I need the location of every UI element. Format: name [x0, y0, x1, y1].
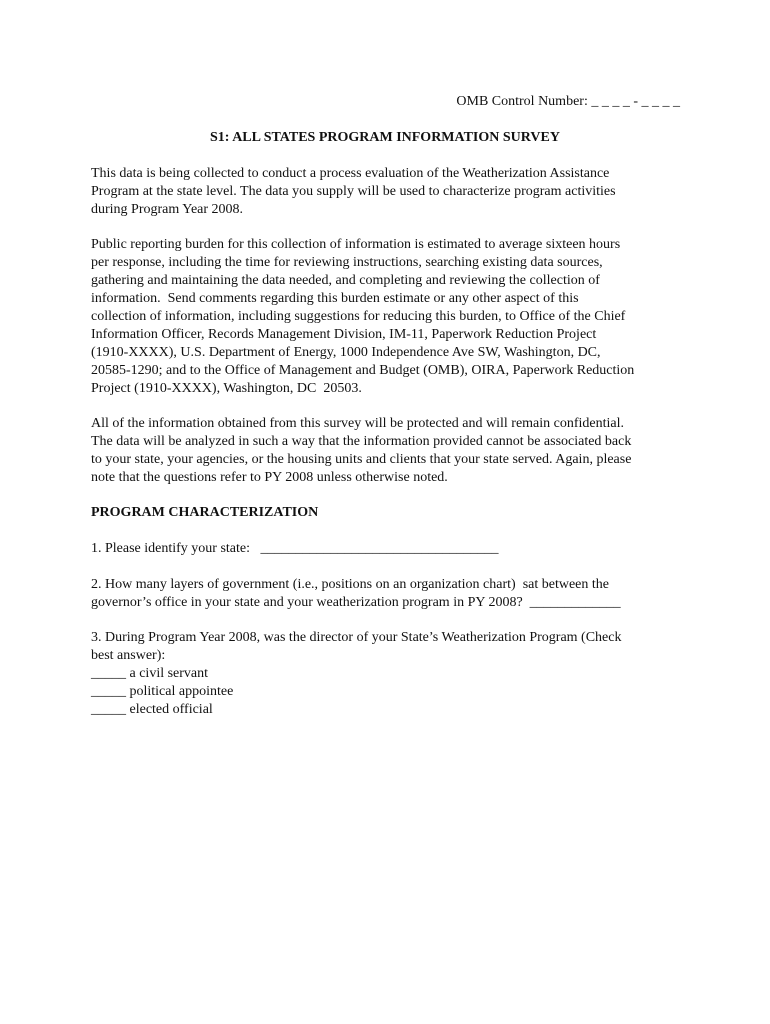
question-2[interactable] — [91, 576, 691, 612]
question-1[interactable] — [91, 540, 691, 558]
option-political-appointee[interactable]: _____ political appointee — [91, 684, 234, 699]
text-line: note that the questions refer to PY 2008 unless otherwise noted. — [91, 470, 448, 485]
text-line: (1910-XXXX), U.S. Department of Energy, 1000 Independence Ave SW, Washington, DC, — [91, 345, 601, 360]
text-line: Information Officer, Records Management Division, IM-11, Paperwork Reduction Project — [91, 327, 597, 342]
question-3-line: best answer): — [91, 648, 166, 663]
confidentiality-paragraph — [91, 415, 691, 487]
text-line: All of the information obtained from this survey will be protected and will remain confidential. — [91, 416, 625, 431]
option-civil-servant[interactable]: _____ a civil servant — [91, 666, 209, 681]
text-line: This data is being collected to conduct a process evaluation of the Weatherization Assistance — [91, 166, 610, 181]
text-line: 20585-1290; and to the Office of Management and Budget (OMB), OIRA, Paperwork Reduction — [91, 363, 635, 378]
question-2-line: governor’s office in your state and your weatherization program in PY 2008? _____________ — [91, 595, 621, 610]
text-line: The data will be analyzed in such a way that the information provided cannot be associated back — [91, 434, 632, 449]
intro-paragraph — [91, 165, 691, 219]
text-line: information. Send comments regarding this burden estimate or any other aspect of this — [91, 291, 579, 306]
question-3 — [91, 629, 691, 719]
option-elected-official[interactable]: _____ elected official — [91, 702, 213, 717]
question-1-text: 1. Please identify your state: __________________________________ — [91, 541, 499, 556]
text-line: Program at the state level. The data you supply will be used to characterize program activities — [91, 184, 616, 199]
question-3-line: 3. During Program Year 2008, was the director of your State’s Weatherization Program (Check — [91, 630, 622, 645]
text-line: Public reporting burden for this collection of information is estimated to average sixteen hours — [91, 237, 621, 252]
text-line: collection of information, including suggestions for reducing this burden, to Office of the Chief — [91, 309, 626, 324]
section-heading: PROGRAM CHARACTERIZATION — [91, 505, 319, 520]
omb-control-number: OMB Control Number: _ _ _ _ - _ _ _ _ — [456, 94, 680, 109]
document-title: S1: ALL STATES PROGRAM INFORMATION SURVEY — [210, 130, 560, 145]
burden-paragraph — [91, 236, 691, 398]
question-2-line: 2. How many layers of government (i.e., positions on an organization chart) sat between the — [91, 577, 609, 592]
text-line: per response, including the time for reviewing instructions, searching existing data sources, — [91, 255, 603, 270]
text-line: gathering and maintaining the data needed, and completing and reviewing the collection of — [91, 273, 600, 288]
text-line: to your state, your agencies, or the housing units and clients that your state served. Again, please — [91, 452, 632, 467]
text-line: during Program Year 2008. — [91, 202, 244, 217]
text-line: Project (1910-XXXX), Washington, DC 20503. — [91, 381, 362, 396]
